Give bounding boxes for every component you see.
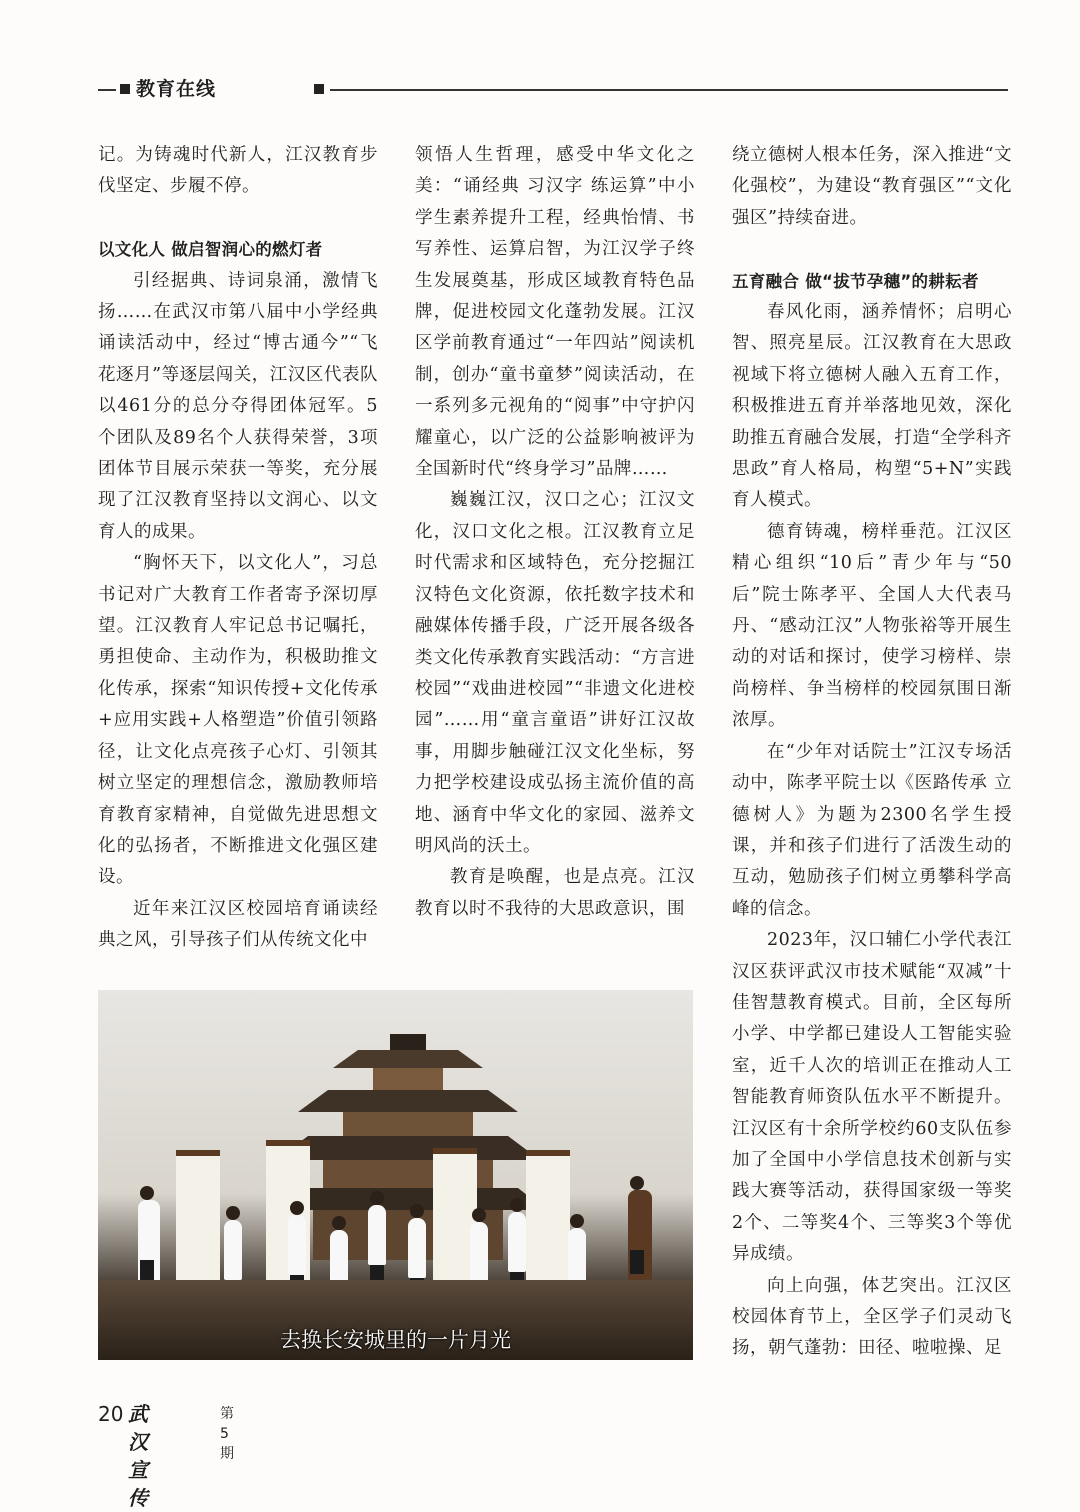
stage-photo bbox=[98, 990, 693, 1360]
paragraph: 绕立德树人根本任务，深入推进“文化强校”，为建设“教育强区”“文化强区”持续奋进。 bbox=[732, 145, 1012, 228]
issue-number: 第5期 bbox=[220, 1406, 234, 1462]
paragraph: 教育是唤醒，也是点亮。江汉教育以时不我待的大思政意识，围 bbox=[415, 867, 695, 919]
paragraph: 在“少年对话院士”江汉专场活动中，陈孝平院士以《医路传承 立德树人》为题为2300名学生授课，并和孩子们进行了活泼生动的互动，勉励孩子们树立勇攀科学高峰的信念。 bbox=[732, 741, 1012, 919]
performer-figure bbox=[568, 1228, 586, 1288]
paragraph: 向上向强，体艺突出。江汉区校园体育节上，全区学子们灵动飞扬，朝气蓬勃：田径、啦啦操、足 bbox=[732, 1275, 1012, 1359]
paragraph: 巍巍江汉，汉口之心；江汉文化，汉口文化之根。江汉教育立足时代需求和区域特色，充分挖掘江汉特色文化资源，依托数字技术和融媒体传播手段，广泛开展各级各类文化传承教育实践活动：“方言进校园”“戏曲进校园”“非遗文化进校园”……用“童言童语”讲好江汉故事，用脚步触碰江汉文化坐标，努力把学校建设成弘扬主流价值的高地、涵育中华文化的家园、滋养文明风尚的沃土。 bbox=[415, 490, 695, 856]
performer-figure bbox=[408, 1218, 426, 1278]
paragraph: 2023年，汉口辅仁小学代表江汉区获评武汉市技术赋能“双减”十佳智慧教育模式。目前，全区每所小学、中学都已建设人工智能实验室，近千人次的培训正在推动人工智能教育师资队伍水平不断提升。江汉区有十余所学校约60支队伍参加了全国中小学信息技术创新与实践大赛等活动，获得国家级一等奖2个、二等奖4个、三等奖3个等优异成绩。 bbox=[732, 930, 1012, 1265]
paragraph: “胸怀天下，以文化人”，习总书记对广大教育工作者寄予深切厚望。江汉教育人牢记总书记嘱托，勇担使命、主动作为，积极助推文化传承，探索“知识传授+文化传承+应用实践+人格塑造”价值引领路径，让文化点亮孩子心灯、引领其树立坚定的理想信念，激励教师培育教育家精神，自觉做先进思想文化的弘扬者，不断推进文化强区建设。 bbox=[98, 553, 378, 888]
header-lead-line bbox=[98, 89, 116, 91]
performer-figure bbox=[368, 1205, 386, 1265]
column-right bbox=[732, 140, 1012, 1365]
column-left bbox=[98, 140, 378, 957]
paragraph: 春风化雨，涵养情怀；启明心智、照亮星辰。江汉教育在大思政视域下将立德树人融入五育工作，积极推进五育并举落地见效，深化助推五育融合发展，打造“全学科齐思政”育人格局，构塑“5+N”实践育人模式。 bbox=[732, 302, 1012, 511]
header-square-icon bbox=[120, 84, 130, 94]
section-heading: 以文化人 做启智润心的燃灯者 bbox=[98, 240, 323, 260]
performer-figure bbox=[470, 1222, 488, 1282]
magazine-logo: 武汉宣传 bbox=[128, 1402, 149, 1510]
paragraph: 德育铸魂，榜样垂范。江汉区精心组织“10后”青少年与“50后”院士陈孝平、全国人大代表马丹、“感动江汉”人物张裕等开展生动的对话和探讨，使学习榜样、崇尚榜样、争当榜样的校园氛围日渐浓厚。 bbox=[732, 521, 1012, 731]
performer-figure bbox=[508, 1212, 526, 1272]
performer-figure bbox=[288, 1215, 306, 1275]
paragraph: 记。为铸魂时代新人，江汉教育步伐坚定、步履不停。 bbox=[98, 145, 378, 197]
photo-subtitle: 去换长安城里的一片月光 bbox=[280, 1328, 511, 1352]
header-square-icon bbox=[314, 84, 324, 94]
paragraph: 领悟人生哲理，感受中华文化之美：“诵经典 习汉字 练运算”中小学生素养提升工程，经典怡情、书写养性、运算启智，为江汉学子终生发展奠基，形成区域教育特色品牌，促进校园文化蓬勃发展。江汉区学前教育通过“一年四站”阅读机制，创办“童书童梦”阅读活动，在一系列多元视角的“阅事”中守护闪耀童心，以广泛的公益影响被评为全国新时代“终身学习”品牌…… bbox=[415, 145, 695, 480]
section-heading: 五育融合 做“拔节孕穗”的耕耘者 bbox=[732, 271, 979, 291]
section-title: 教育在线 bbox=[136, 78, 217, 100]
section-header bbox=[98, 76, 1008, 106]
header-rule bbox=[330, 89, 1008, 91]
paragraph: 引经据典、诗词泉涌，激情飞扬……在武汉市第八届中小学经典诵读活动中，经过“博古通今”“飞花逐月”等逐层闯关，江汉区代表队以461分的总分夺得团体冠军。5个团队及89名个人获得荣誉，3项团体节目展示荣获一等奖，充分展现了江汉教育坚持以文润心、以文育人的成果。 bbox=[98, 270, 378, 542]
performer-figure bbox=[224, 1220, 242, 1280]
paragraph: 近年来江汉区校园培育诵读经典之风，引导孩子们从传统文化中 bbox=[98, 898, 378, 951]
page-number: 20 bbox=[98, 1402, 124, 1426]
column-middle bbox=[415, 140, 695, 925]
